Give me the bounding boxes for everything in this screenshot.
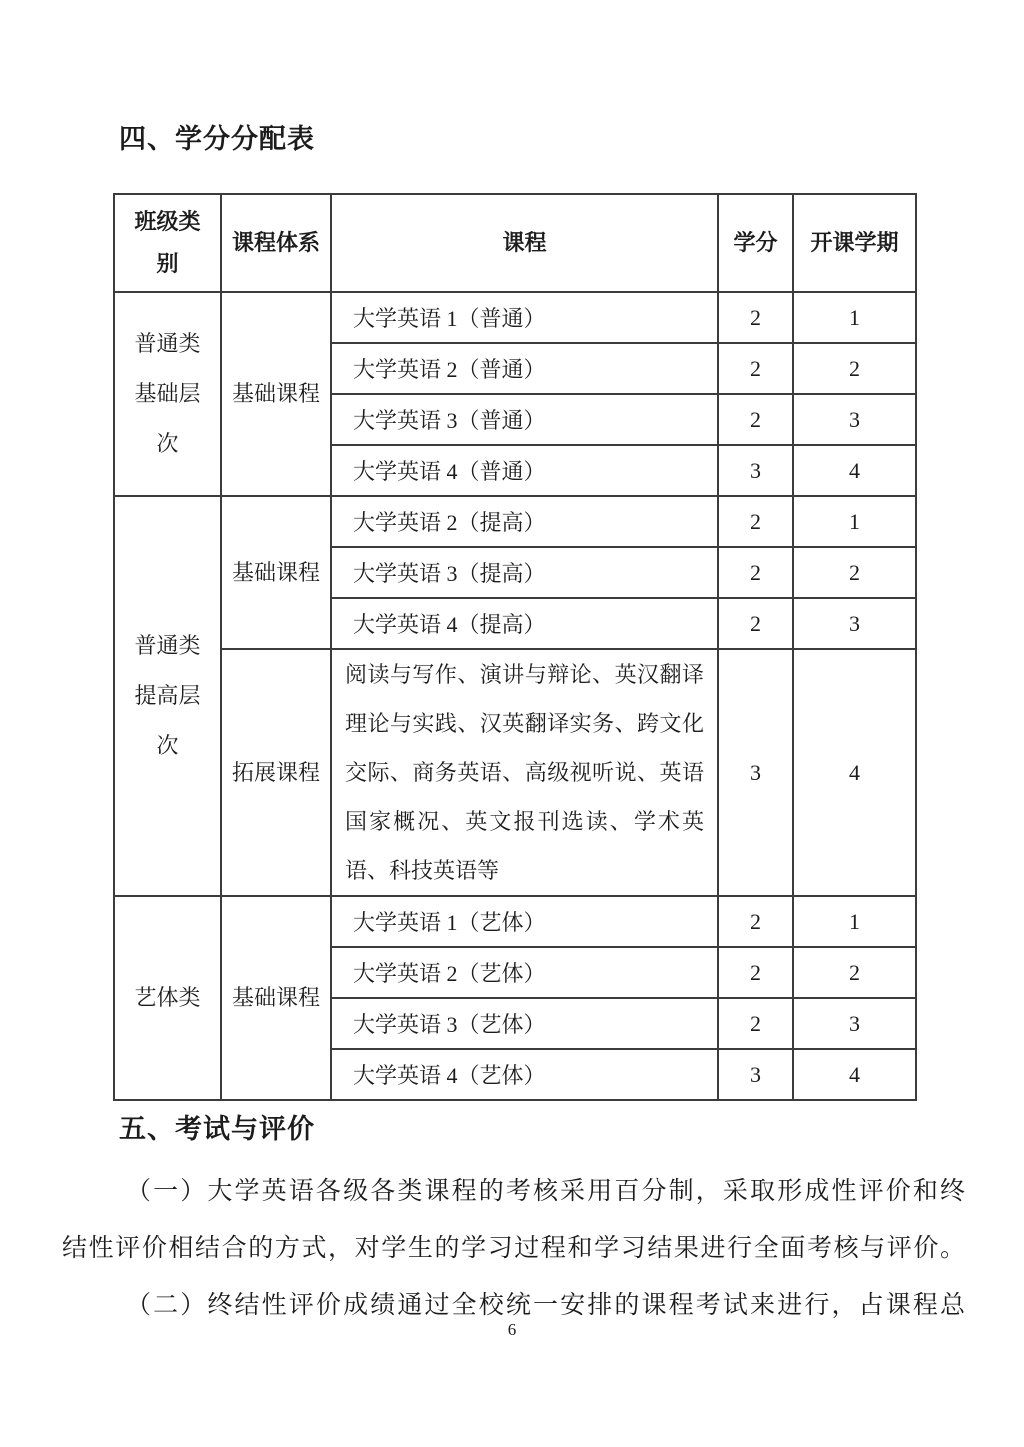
class-category-cell	[114, 292, 221, 496]
section-5-title: 五、考试与评价	[119, 1114, 315, 1144]
credit-table-body	[114, 292, 916, 1100]
course-system-cell: 拓展课程	[221, 649, 331, 896]
course-cell: 大学英语 3（普通）	[331, 394, 718, 445]
table-row	[114, 292, 916, 343]
semester-cell: 1	[793, 496, 916, 547]
credits-cell: 2	[718, 292, 793, 343]
table-row	[114, 896, 916, 947]
course-cell: 大学英语 3（艺体）	[331, 998, 718, 1049]
credits-cell: 2	[718, 547, 793, 598]
paragraph-line: （二）终结性评价成绩通过全校统一安排的课程考试来进行，占课程总	[126, 1292, 965, 1319]
credits-cell: 2	[718, 598, 793, 649]
paragraph-line: 结性评价相结合的方式，对学生的学习过程和学习结果进行全面考核与评价。	[62, 1235, 965, 1262]
semester-cell: 3	[793, 394, 916, 445]
class-category-label: 艺体类	[134, 985, 201, 1010]
table-header-row	[114, 194, 916, 292]
semester-cell: 4	[793, 1049, 916, 1100]
credits-cell: 2	[718, 343, 793, 394]
credits-cell: 2	[718, 947, 793, 998]
course-cell: 大学英语 4（艺体）	[331, 1049, 718, 1100]
course-cell: 大学英语 4（普通）	[331, 445, 718, 496]
course-cell: 阅读与写作、演讲与辩论、英汉翻译理论与实践、汉英翻译实务、跨文化交际、商务英语、高级视听说、英语国家概况、英文报刊选读、学术英语、科技英语等	[331, 649, 718, 896]
credits-cell: 3	[718, 649, 793, 896]
course-cell: 大学英语 4（提高）	[331, 598, 718, 649]
course-cell: 大学英语 2（提高）	[331, 496, 718, 547]
col-header-course-system: 课程体系	[221, 194, 331, 292]
course-system-cell: 基础课程	[221, 292, 331, 496]
class-category-label: 普通类基础层次	[134, 331, 201, 456]
col-header-class-category: 班级类别	[114, 194, 221, 292]
semester-cell: 2	[793, 343, 916, 394]
semester-cell: 4	[793, 649, 916, 896]
credits-cell: 2	[718, 896, 793, 947]
semester-cell: 1	[793, 292, 916, 343]
col-header-credits: 学分	[718, 194, 793, 292]
class-category-cell	[114, 496, 221, 896]
class-category-cell	[114, 896, 221, 1100]
semester-cell: 2	[793, 547, 916, 598]
semester-cell: 3	[793, 598, 916, 649]
section-5-paragraphs	[62, 1163, 965, 1334]
course-cell: 大学英语 3（提高）	[331, 547, 718, 598]
course-cell: 大学英语 1（普通）	[331, 292, 718, 343]
page-number: 6	[507, 1320, 517, 1339]
credit-allocation-table	[113, 193, 917, 1101]
credits-cell: 3	[718, 445, 793, 496]
semester-cell: 3	[793, 998, 916, 1049]
credits-cell: 3	[718, 1049, 793, 1100]
course-cell: 大学英语 1（艺体）	[331, 896, 718, 947]
col-header-course: 课程	[331, 194, 718, 292]
table-row	[114, 649, 916, 896]
course-cell: 大学英语 2（普通）	[331, 343, 718, 394]
credits-cell: 2	[718, 394, 793, 445]
credits-cell: 2	[718, 496, 793, 547]
paragraph-line: （一）大学英语各级各类课程的考核采用百分制，采取形成性评价和终	[126, 1178, 965, 1205]
course-system-cell: 基础课程	[221, 896, 331, 1100]
semester-cell: 1	[793, 896, 916, 947]
semester-cell: 2	[793, 947, 916, 998]
credits-cell: 2	[718, 998, 793, 1049]
course-system-cell: 基础课程	[221, 496, 331, 649]
semester-cell: 4	[793, 445, 916, 496]
course-cell: 大学英语 2（艺体）	[331, 947, 718, 998]
section-4-title: 四、学分分配表	[119, 124, 315, 154]
table-row	[114, 496, 916, 547]
class-category-label: 普通类提高层次	[134, 633, 201, 758]
col-header-semester: 开课学期	[793, 194, 916, 292]
